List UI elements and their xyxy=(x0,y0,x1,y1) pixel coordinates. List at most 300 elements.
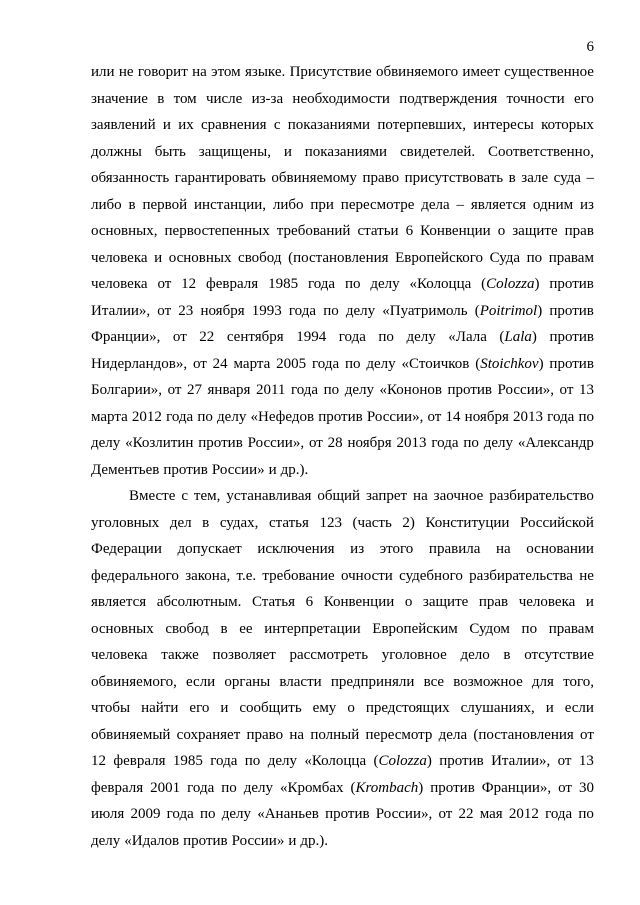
word: также xyxy=(161,647,199,663)
word: мая xyxy=(479,806,503,822)
word: от xyxy=(192,355,207,372)
word: (постановления xyxy=(288,249,389,266)
word: того, xyxy=(563,673,594,690)
word: делу xyxy=(91,435,121,451)
word: против xyxy=(430,779,475,796)
word: необходимости xyxy=(292,90,390,107)
word: судебного xyxy=(399,567,463,584)
word: 2013 xyxy=(396,435,427,451)
word: февраля xyxy=(206,276,259,292)
word: существенное xyxy=(504,64,594,80)
word: свидетелей. xyxy=(399,143,476,160)
word: допускает xyxy=(177,541,242,557)
word: свобод xyxy=(165,620,209,637)
word: подтверждения xyxy=(399,90,498,107)
word: года xyxy=(431,435,459,451)
word: против xyxy=(318,408,363,425)
word: Конвенции xyxy=(420,223,491,239)
word: по xyxy=(197,408,213,425)
word: года xyxy=(187,779,215,796)
text-line xyxy=(91,801,594,828)
word: «Колоцца xyxy=(409,276,472,292)
word: требование xyxy=(262,567,335,584)
word: Франции», xyxy=(481,779,552,796)
word: др.). xyxy=(280,461,309,478)
word: по xyxy=(244,753,261,769)
word: 1993 xyxy=(251,302,282,319)
word: обязанность xyxy=(91,170,170,186)
text-line xyxy=(91,59,594,86)
word: «Ананьев xyxy=(257,806,319,822)
word: (Stoichkov) xyxy=(475,355,544,372)
word: 22 xyxy=(458,806,474,822)
word: Российской xyxy=(519,514,594,531)
word: прав xyxy=(564,223,594,239)
word: от xyxy=(580,726,594,743)
word: правам xyxy=(548,249,594,266)
word: и xyxy=(162,117,171,133)
word: если xyxy=(186,673,216,690)
word: основных, xyxy=(91,223,158,239)
word: которых xyxy=(541,117,594,133)
text-line xyxy=(91,775,594,802)
word: по xyxy=(344,276,361,292)
word: требований xyxy=(276,223,351,239)
word: сообщить xyxy=(239,700,302,716)
text-line xyxy=(91,536,594,563)
word: делу xyxy=(345,302,376,319)
word: первой xyxy=(142,196,188,213)
word: и xyxy=(268,461,277,478)
word: дела xyxy=(438,726,468,743)
word: против xyxy=(549,329,594,345)
word: 24 xyxy=(212,355,228,372)
word: от xyxy=(172,329,187,345)
word: по xyxy=(345,355,361,372)
word: по xyxy=(221,779,237,796)
word: от xyxy=(559,382,574,398)
word: является xyxy=(470,196,527,213)
word: от xyxy=(167,382,182,398)
word: 22 xyxy=(199,329,215,345)
word: от xyxy=(157,302,172,319)
word: 1985 xyxy=(268,276,299,292)
word: и xyxy=(154,249,163,266)
word: власти xyxy=(279,673,322,690)
word: года xyxy=(307,276,336,292)
word: или xyxy=(91,64,115,80)
word: абсолютным. xyxy=(156,594,242,610)
word: о xyxy=(347,700,355,716)
word: право xyxy=(362,170,400,186)
word: 2011 xyxy=(255,382,286,398)
text-line xyxy=(91,430,594,457)
text-line xyxy=(91,351,594,378)
word: против xyxy=(549,355,594,372)
word: делу xyxy=(217,408,247,425)
word: делу xyxy=(483,435,513,451)
word: в xyxy=(503,647,511,663)
word: человека xyxy=(518,594,576,610)
word: (Lala) xyxy=(499,329,537,345)
word: (Colozza) xyxy=(373,753,432,769)
word: – xyxy=(456,196,465,213)
word: возможное xyxy=(453,673,523,690)
word: рассмотреть xyxy=(289,647,369,663)
word: от xyxy=(308,435,323,451)
word: делу xyxy=(344,382,374,398)
word: «Идалов xyxy=(124,832,180,849)
word: зале xyxy=(521,170,549,186)
word: против xyxy=(183,832,228,849)
word: основании xyxy=(526,541,594,557)
word: против xyxy=(163,461,208,478)
word: России», xyxy=(497,382,554,398)
word: (часть xyxy=(352,514,392,531)
word: сентября xyxy=(226,329,284,345)
word: является xyxy=(91,594,147,610)
word: позволяет xyxy=(212,647,276,663)
word: марта xyxy=(91,408,128,425)
word: Соответственно, xyxy=(488,143,594,160)
word: защищены, xyxy=(198,143,271,160)
word: 28 xyxy=(327,435,343,451)
word: либо xyxy=(91,196,122,213)
word: на xyxy=(289,726,305,743)
word: года xyxy=(547,408,575,425)
word: обвиняемого xyxy=(375,64,459,80)
word: с xyxy=(181,488,188,504)
text-line xyxy=(91,112,594,139)
word: из xyxy=(350,541,365,557)
word: 13 xyxy=(578,753,594,769)
word: против xyxy=(549,276,594,292)
text-line xyxy=(91,722,594,749)
word: по xyxy=(323,382,340,398)
word: сохраняет xyxy=(176,726,241,743)
word: на xyxy=(192,64,207,80)
word: июля xyxy=(91,806,125,822)
word: тем, xyxy=(193,488,221,504)
word: право xyxy=(246,726,284,743)
word: 2012 xyxy=(508,806,539,822)
word: исключения xyxy=(257,541,335,557)
word: при xyxy=(310,196,334,213)
word: «Колоцца xyxy=(304,753,367,769)
word: «Лала xyxy=(448,329,487,345)
word: и xyxy=(585,594,594,610)
word: очности xyxy=(341,567,393,584)
word: «Нефедов xyxy=(250,408,315,425)
word: по xyxy=(578,408,594,425)
word: Европейским xyxy=(372,620,458,637)
word: о xyxy=(404,594,413,610)
text-line xyxy=(91,457,594,484)
word: ноября xyxy=(200,302,245,319)
word: защите xyxy=(422,594,469,610)
word: органы xyxy=(224,673,271,690)
word: 1985 xyxy=(172,753,203,769)
word: Европейского xyxy=(395,249,484,266)
word: «Стоичков xyxy=(401,355,470,372)
word: этом xyxy=(211,64,241,80)
paragraph xyxy=(91,59,594,483)
word: России» xyxy=(211,461,265,478)
word: делу xyxy=(370,276,400,292)
word: года xyxy=(312,355,340,372)
word: против xyxy=(325,806,370,822)
word: быть xyxy=(154,143,186,160)
word: первостепенных xyxy=(164,223,270,239)
word: слушаниях, xyxy=(460,700,535,716)
word: уголовных xyxy=(91,514,160,531)
word: от xyxy=(557,753,572,769)
word: Конституции xyxy=(425,514,510,531)
word: 27 xyxy=(186,382,202,398)
word: основных xyxy=(168,249,232,266)
word: делу xyxy=(91,832,121,849)
text-line xyxy=(91,510,594,537)
word: Франции», xyxy=(91,329,161,345)
word: делу xyxy=(366,355,396,372)
word: ноября xyxy=(347,435,392,451)
word: по xyxy=(578,806,594,822)
word: запрет xyxy=(365,488,408,504)
word: от xyxy=(558,779,572,796)
word: др.). xyxy=(300,832,328,849)
word: общий xyxy=(317,488,361,504)
word: его xyxy=(573,90,594,107)
paragraph xyxy=(91,483,594,854)
word: 1994 xyxy=(296,329,327,345)
word: Судом xyxy=(469,620,510,637)
word: делу xyxy=(267,753,297,769)
word: разбирательства xyxy=(469,567,573,584)
word: либо xyxy=(272,196,304,213)
text-line xyxy=(91,218,594,245)
word: против xyxy=(439,753,484,769)
word: года xyxy=(338,329,366,345)
text-line xyxy=(91,563,594,590)
word: ему xyxy=(312,700,337,716)
word: по xyxy=(463,435,479,451)
word: ноября xyxy=(464,408,509,425)
word: делу xyxy=(221,806,252,822)
word: года xyxy=(290,382,319,398)
word: против xyxy=(198,435,243,451)
text-line xyxy=(91,271,594,298)
word: дел xyxy=(169,514,192,531)
word: 6 xyxy=(305,594,314,610)
page-number: 6 xyxy=(586,39,594,55)
word: Конвенции xyxy=(323,594,395,610)
text-line xyxy=(91,324,594,351)
word: присутствовать xyxy=(404,170,504,186)
word: по xyxy=(378,329,394,345)
word: 12 xyxy=(181,276,197,292)
word: года xyxy=(545,806,573,822)
word: Вместе xyxy=(129,488,176,504)
word: февраля xyxy=(91,779,144,796)
word: в xyxy=(157,90,165,107)
word: и xyxy=(288,832,297,849)
word: «Кононов xyxy=(379,382,442,398)
text-line xyxy=(91,748,594,775)
word: (Poitrimol) xyxy=(474,302,543,319)
word: года xyxy=(166,408,194,425)
word: по xyxy=(526,249,543,266)
word: найти xyxy=(141,700,179,716)
text-line xyxy=(91,642,594,669)
word: января xyxy=(207,382,251,398)
word: ее xyxy=(239,620,253,637)
word: сравнения xyxy=(201,117,267,133)
word: с xyxy=(273,117,281,133)
word: 30 xyxy=(578,779,594,796)
text-line xyxy=(91,139,594,166)
text-line xyxy=(91,377,594,404)
word: (Colozza) xyxy=(481,276,540,292)
word: 13 xyxy=(578,382,594,398)
word: 6 xyxy=(405,223,414,239)
text-line xyxy=(91,669,594,696)
word: Суда xyxy=(489,249,521,266)
word: Италии», xyxy=(91,302,151,319)
word: по xyxy=(323,302,339,319)
word: и xyxy=(283,143,292,160)
word: в xyxy=(128,196,136,213)
word: года xyxy=(288,302,317,319)
word: человека xyxy=(91,647,148,663)
word: не xyxy=(118,64,134,80)
word: от xyxy=(157,276,172,292)
word: разбирательство xyxy=(489,488,594,504)
word: против xyxy=(447,382,492,398)
word: дело xyxy=(460,647,490,663)
word: на xyxy=(495,541,511,557)
word: марта xyxy=(233,355,271,372)
word: одним xyxy=(532,196,574,213)
word: в xyxy=(202,514,210,531)
word: 2009 xyxy=(130,806,161,822)
word: 23 xyxy=(178,302,194,319)
word: чтобы xyxy=(91,700,131,716)
word: статьи xyxy=(357,223,399,239)
word: показаниями xyxy=(304,143,388,160)
text-line xyxy=(91,404,594,431)
word: гарантировать xyxy=(174,170,266,186)
word: делу xyxy=(243,779,274,796)
text-line xyxy=(91,616,594,643)
word: по xyxy=(521,620,538,637)
word: уголовное xyxy=(381,647,447,663)
text-line xyxy=(91,245,594,272)
word: обвиняемому xyxy=(271,170,357,186)
word: человека xyxy=(91,249,148,266)
word: языке. xyxy=(245,64,286,80)
word: в xyxy=(220,620,228,637)
word: (постановления xyxy=(473,726,574,743)
word: России», xyxy=(247,435,305,451)
word: России», xyxy=(375,806,433,822)
word: России» xyxy=(231,832,285,849)
word: инстанции, xyxy=(194,196,266,213)
word: основных xyxy=(91,620,154,637)
word: обвиняемого, xyxy=(91,673,177,690)
word: Дементьев xyxy=(91,461,160,478)
word: федерального xyxy=(91,567,179,584)
word: интересы xyxy=(473,117,534,133)
word: человека xyxy=(91,276,148,292)
word: пересмотре xyxy=(340,196,415,213)
word: прав xyxy=(478,594,509,610)
word: из xyxy=(579,196,594,213)
word: и xyxy=(545,700,554,716)
word: том xyxy=(173,90,197,107)
word: их xyxy=(178,117,194,133)
word: все xyxy=(423,673,445,690)
word: 2) xyxy=(402,514,415,531)
text-line xyxy=(91,86,594,113)
text-line xyxy=(91,828,594,855)
word: против xyxy=(549,302,594,319)
word: судах, xyxy=(219,514,259,531)
word: Федерации xyxy=(91,541,162,557)
word: статья xyxy=(268,514,309,531)
word: Италии», xyxy=(491,753,551,769)
word: говорит xyxy=(137,64,188,80)
word: значение xyxy=(91,90,148,107)
text-line xyxy=(91,298,594,325)
word: «Пуатримоль xyxy=(382,302,468,319)
word: для xyxy=(531,673,554,690)
word: защите xyxy=(512,223,558,239)
word: года xyxy=(210,753,238,769)
word: потерпевших, xyxy=(377,117,467,133)
text-line xyxy=(91,165,594,192)
word: «Кромбах xyxy=(280,779,344,796)
word: интерпретации xyxy=(264,620,361,637)
word: «Козлитин xyxy=(125,435,194,451)
word: правила xyxy=(428,541,481,557)
word: Присутствие xyxy=(289,64,372,80)
text-line xyxy=(91,192,594,219)
word: 2013 xyxy=(513,408,544,425)
word: (Krombach) xyxy=(350,779,424,796)
word: 2005 xyxy=(276,355,307,372)
word: 12 xyxy=(91,753,106,769)
word: правам xyxy=(548,620,594,637)
word: числе xyxy=(205,90,243,107)
word: в xyxy=(508,170,516,186)
word: полный xyxy=(310,726,360,743)
text-line xyxy=(91,695,594,722)
body-text xyxy=(91,59,594,854)
word: и xyxy=(220,700,229,716)
word: «Александр xyxy=(517,435,594,451)
text-line xyxy=(91,589,594,616)
word: февраля xyxy=(113,753,166,769)
word: предстоящих xyxy=(365,700,450,716)
word: свобод xyxy=(238,249,282,266)
word: отсутствие xyxy=(524,647,594,663)
word: заочное xyxy=(433,488,484,504)
word: дела xyxy=(421,196,450,213)
word: закона, xyxy=(185,567,231,584)
word: должны xyxy=(91,143,142,160)
word: суда xyxy=(553,170,581,186)
word: пересмотр xyxy=(365,726,433,743)
